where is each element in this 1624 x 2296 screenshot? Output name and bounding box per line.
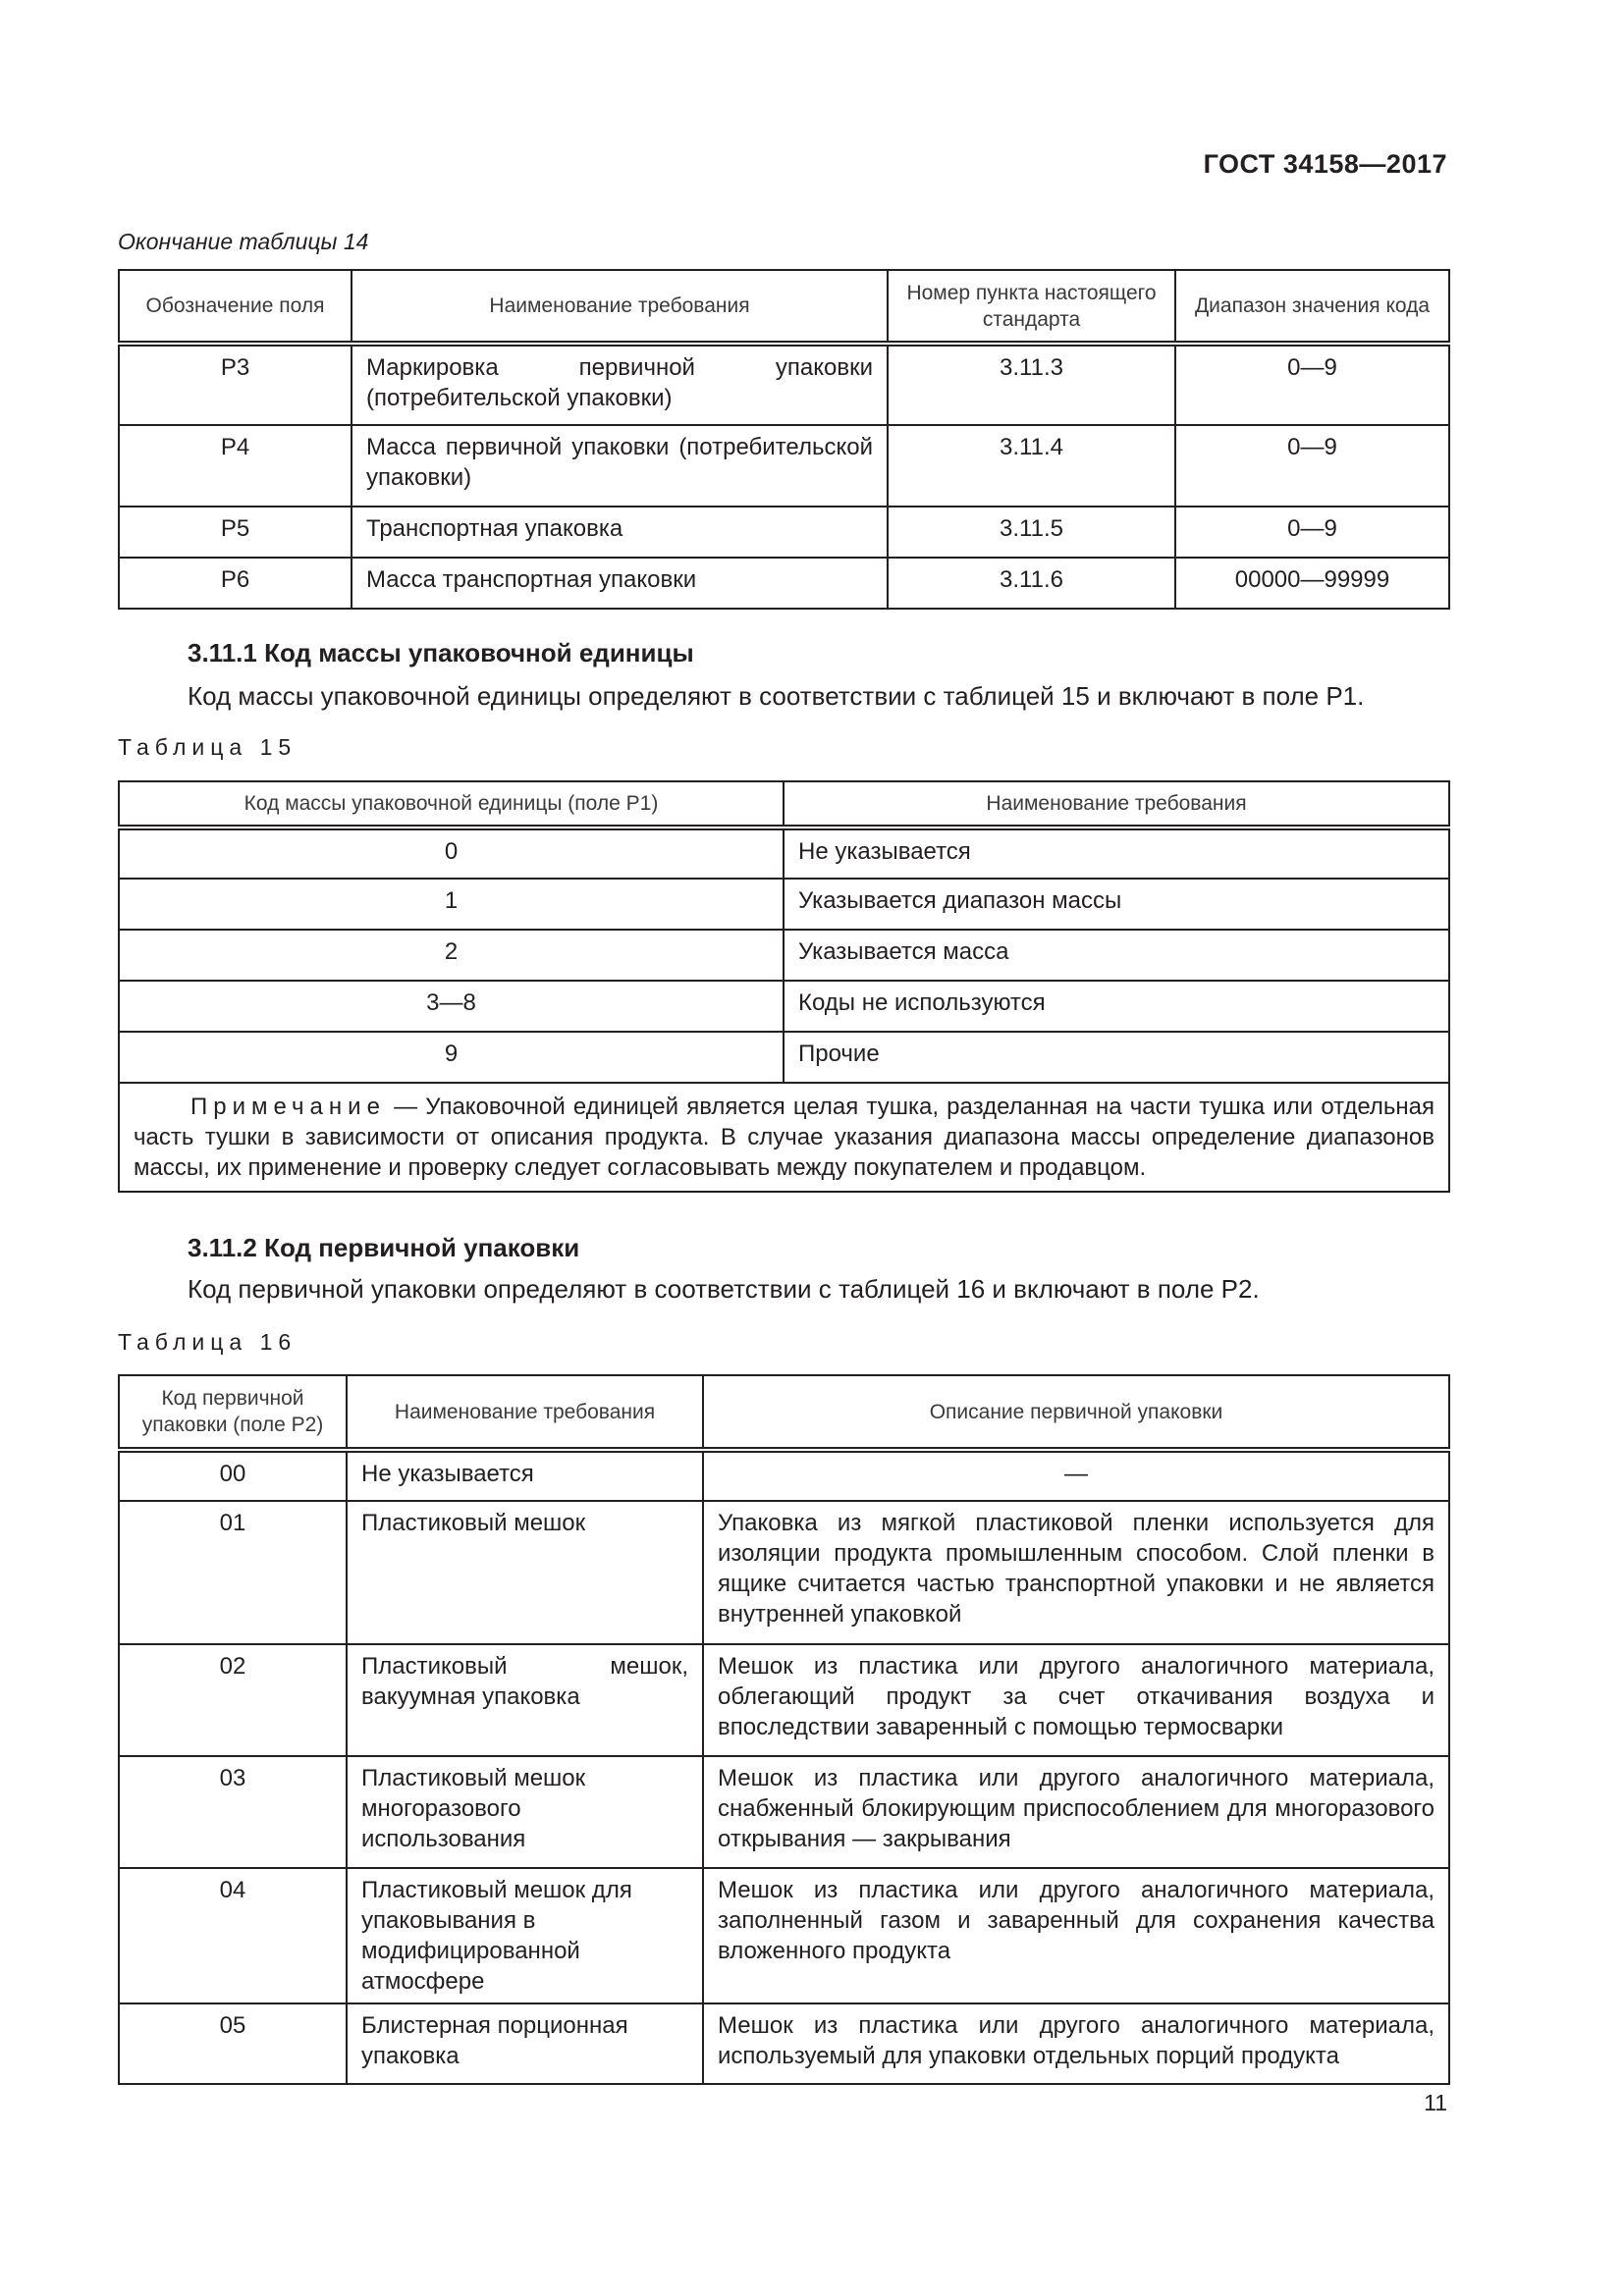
clause-number: 3.11.3 [888, 344, 1175, 425]
table-14-caption: Окончание таблицы 14 [118, 229, 369, 254]
table-row [119, 425, 1449, 507]
package-code: 01 [119, 1501, 347, 1644]
table-15-note [119, 1083, 1449, 1192]
table-row [119, 1450, 1449, 1501]
requirement-name: Пластиковый мешок многоразового использования [347, 1756, 703, 1868]
field-code: P5 [119, 507, 352, 558]
table-15-header-code: Код массы упаковочной единицы (поле P1) [119, 781, 784, 828]
field-code: P4 [119, 425, 352, 507]
field-code: P3 [119, 344, 352, 425]
package-code: 04 [119, 1868, 347, 2003]
table-row [119, 1501, 1449, 1644]
code-range: 00000—99999 [1175, 558, 1449, 609]
table-15 [118, 780, 1450, 1193]
table-row [119, 2003, 1449, 2084]
package-code: 02 [119, 1644, 347, 1756]
table-15-header-name: Наименование требования [784, 781, 1449, 828]
table-row [119, 1868, 1449, 2003]
note-label: Примечание [190, 1094, 386, 1120]
table-row [119, 930, 1449, 981]
table-15-caption: Таблица 15 [118, 734, 298, 760]
package-description: — [703, 1450, 1449, 1501]
table-row [119, 879, 1449, 930]
requirement-name: Не указывается [347, 1450, 703, 1501]
requirement-name: Пластиковый мешок для упаковывания в модифицированной атмосфере [347, 1868, 703, 2003]
table-row [119, 981, 1449, 1032]
table-row [119, 1756, 1449, 1868]
table-row [119, 344, 1449, 425]
weight-code: 2 [119, 930, 784, 981]
table-row [119, 507, 1449, 558]
table-14-header-clause: Номер пункта настоящего стандарта [888, 270, 1175, 344]
table-14-header-name: Наименование требования [352, 270, 888, 344]
table-14 [118, 269, 1450, 610]
package-description: Мешок из пластика или другого аналогичного материала, заполненный газом и заваренный для сохранения качества вложенного продукта [703, 1868, 1449, 2003]
page-number: 11 [1424, 2090, 1447, 2115]
section-text-3-11-1: Код массы упаковочной единицы определяют в соответствии с таблицей 15 и включают в поле P1. [188, 681, 1365, 711]
clause-number: 3.11.5 [888, 507, 1175, 558]
package-code: 03 [119, 1756, 347, 1868]
note-text: — Упаковочной единицей является целая тушка, разделанная на части тушка или отдельная часть тушки в зависимости от описания продукта. В случае указания диапазона массы определение диапазонов массы, их применение и проверку следует согласовывать между покупателем и продавцом. [134, 1094, 1435, 1181]
clause-number: 3.11.4 [888, 425, 1175, 507]
table-16 [118, 1374, 1450, 2085]
table-16-header-code: Код первичной упаковки (поле P2) [119, 1375, 347, 1450]
package-code: 00 [119, 1450, 347, 1501]
weight-code: 3—8 [119, 981, 784, 1032]
requirement-name: Коды не используются [784, 981, 1449, 1032]
requirement-name: Не указывается [784, 828, 1449, 879]
table-16-header-name: Наименование требования [347, 1375, 703, 1450]
requirement-name: Масса транспортная упаковки [352, 558, 888, 609]
package-description: Мешок из пластика или другого аналогичного материала, облегающий продукт за счет откачивания воздуха и впоследствии заваренный с помощью термосварки [703, 1644, 1449, 1756]
requirement-name: Прочие [784, 1032, 1449, 1083]
weight-code: 9 [119, 1032, 784, 1083]
package-description: Мешок из пластика или другого аналогичного материала, используемый для упаковки отдельных порций продукта [703, 2003, 1449, 2084]
table-14-header-field: Обозначение поля [119, 270, 352, 344]
table-row [119, 828, 1449, 879]
requirement-name: Пластиковый мешок, вакуумная упаковка [347, 1644, 703, 1756]
requirement-name: Маркировка первичной упаковки (потребительской упаковки) [352, 344, 888, 425]
table-16-caption: Таблица 16 [118, 1329, 298, 1355]
section-text-3-11-2: Код первичной упаковки определяют в соответствии с таблицей 16 и включают в поле P2. [188, 1274, 1260, 1304]
table-row [119, 1032, 1449, 1083]
table-row [119, 1644, 1449, 1756]
requirement-name: Указывается масса [784, 930, 1449, 981]
section-heading-3-11-2: 3.11.2 Код первичной упаковки [188, 1233, 580, 1262]
package-code: 05 [119, 2003, 347, 2084]
code-range: 0—9 [1175, 425, 1449, 507]
requirement-name: Пластиковый мешок [347, 1501, 703, 1644]
package-description: Мешок из пластика или другого аналогичного материала, снабженный блокирующим приспособлением для многоразового открывания — закрывания [703, 1756, 1449, 1868]
table-row [119, 558, 1449, 609]
requirement-name: Транспортная упаковка [352, 507, 888, 558]
requirement-name: Указывается диапазон массы [784, 879, 1449, 930]
table-16-header-description: Описание первичной упаковки [703, 1375, 1449, 1450]
field-code: P6 [119, 558, 352, 609]
weight-code: 0 [119, 828, 784, 879]
clause-number: 3.11.6 [888, 558, 1175, 609]
section-heading-3-11-1: 3.11.1 Код массы упаковочной единицы [188, 638, 694, 667]
package-description: Упаковка из мягкой пластиковой пленки используется для изоляции продукта промышленным способом. Слой пленки в ящике считается частью транспортной упаковки и не является внутренней упаковкой [703, 1501, 1449, 1644]
table-14-header-range: Диапазон значения кода [1175, 270, 1449, 344]
requirement-name: Блистерная порционная упаковка [347, 2003, 703, 2084]
weight-code: 1 [119, 879, 784, 930]
code-range: 0—9 [1175, 507, 1449, 558]
code-range: 0—9 [1175, 344, 1449, 425]
standard-code: ГОСТ 34158—2017 [1203, 149, 1447, 179]
requirement-name: Масса первичной упаковки (потребительской упаковки) [352, 425, 888, 507]
